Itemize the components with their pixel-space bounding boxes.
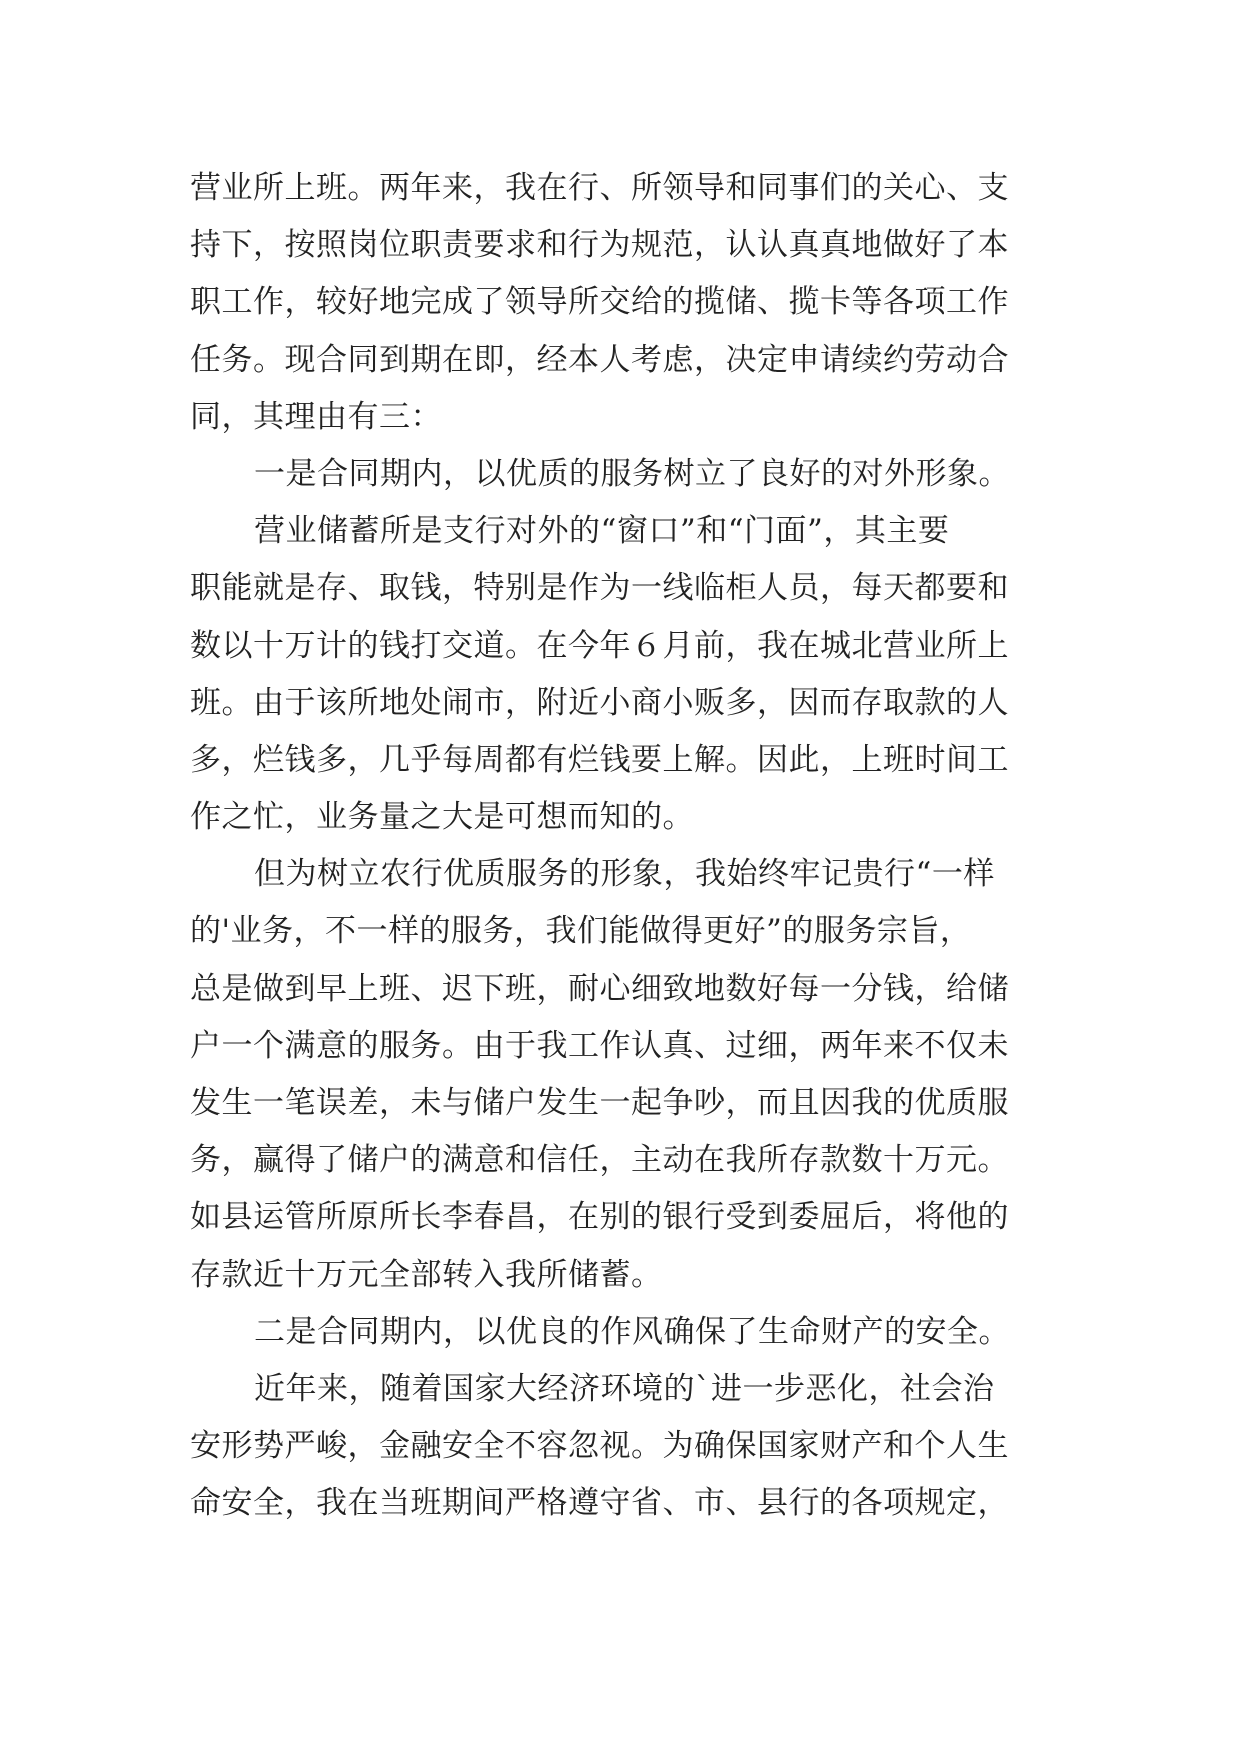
text-line: 发生一笔误差，未与储户发生一起争吵，而且因我的优质服 <box>190 1085 1009 1121</box>
text-line: 总是做到早上班、迟下班，耐心细致地数好每一分钱，给储 <box>190 970 1009 1007</box>
text-line: 班。由于该所地处闹市，附近小商小贩多，因而存取款的人 <box>190 684 1009 721</box>
section-heading: 一是合同期内，以优质的服务树立了良好的对外形象。 <box>254 455 1010 492</box>
text-line: 职能就是存、取钱，特别是作为一线临柜人员，每天都要和 <box>190 570 1009 607</box>
document-body <box>190 160 1060 1533</box>
text-line: 命安全，我在当班期间严格遵守省、市、县行的各项规定， <box>190 1485 1009 1522</box>
text-line: 务，赢得了储户的满意和信任，主动在我所存款数十万元。 <box>190 1142 1009 1179</box>
paragraph-start: 营业储蓄所是支行对外的“窗口”和“门面”，其主要 <box>254 513 950 550</box>
text-line: 同，其理由有三： <box>190 398 442 435</box>
text-line: 的'业务，不一样的服务，我们能做得更好”的服务宗旨， <box>190 913 972 950</box>
text-line: 存款近十万元全部转入我所储蓄。 <box>190 1256 663 1293</box>
text-line: 安形势严峻，金融安全不容忽视。为确保国家财产和个人生 <box>190 1428 1009 1465</box>
text-line: 数以十万计的钱打交道。在今年６月前，我在城北营业所上 <box>190 627 1009 664</box>
text-line: 营业所上班。两年来，我在行、所领导和同事们的关心、支 <box>190 170 1009 206</box>
text-line: 户一个满意的服务。由于我工作认真、过细，两年来不仅未 <box>190 1027 1009 1064</box>
text-line: 多，烂钱多，几乎每周都有烂钱要上解。因此，上班时间工 <box>190 741 1009 778</box>
text-line: 作之忙，业务量之大是可想而知的。 <box>190 799 694 836</box>
text-line: 如县运管所原所长李春昌，在别的银行受到委屈后，将他的 <box>190 1199 1009 1236</box>
paragraph-start: 近年来，随着国家大经济环境的`进一步恶化，社会治 <box>254 1370 995 1407</box>
text-line: 任务。现合同到期在即，经本人考虑，决定申请续约劳动合 <box>190 341 1009 378</box>
text-line: 持下，按照岗位职责要求和行为规范，认认真真地做好了本 <box>190 227 1009 264</box>
paragraph-start: 但为树立农行优质服务的形象，我始终牢记贵行“一样 <box>254 856 995 893</box>
text-line: 职工作，较好地完成了领导所交给的揽储、揽卡等各项工作 <box>190 284 1009 321</box>
section-heading: 二是合同期内，以优良的作风确保了生命财产的安全。 <box>254 1313 1010 1350</box>
